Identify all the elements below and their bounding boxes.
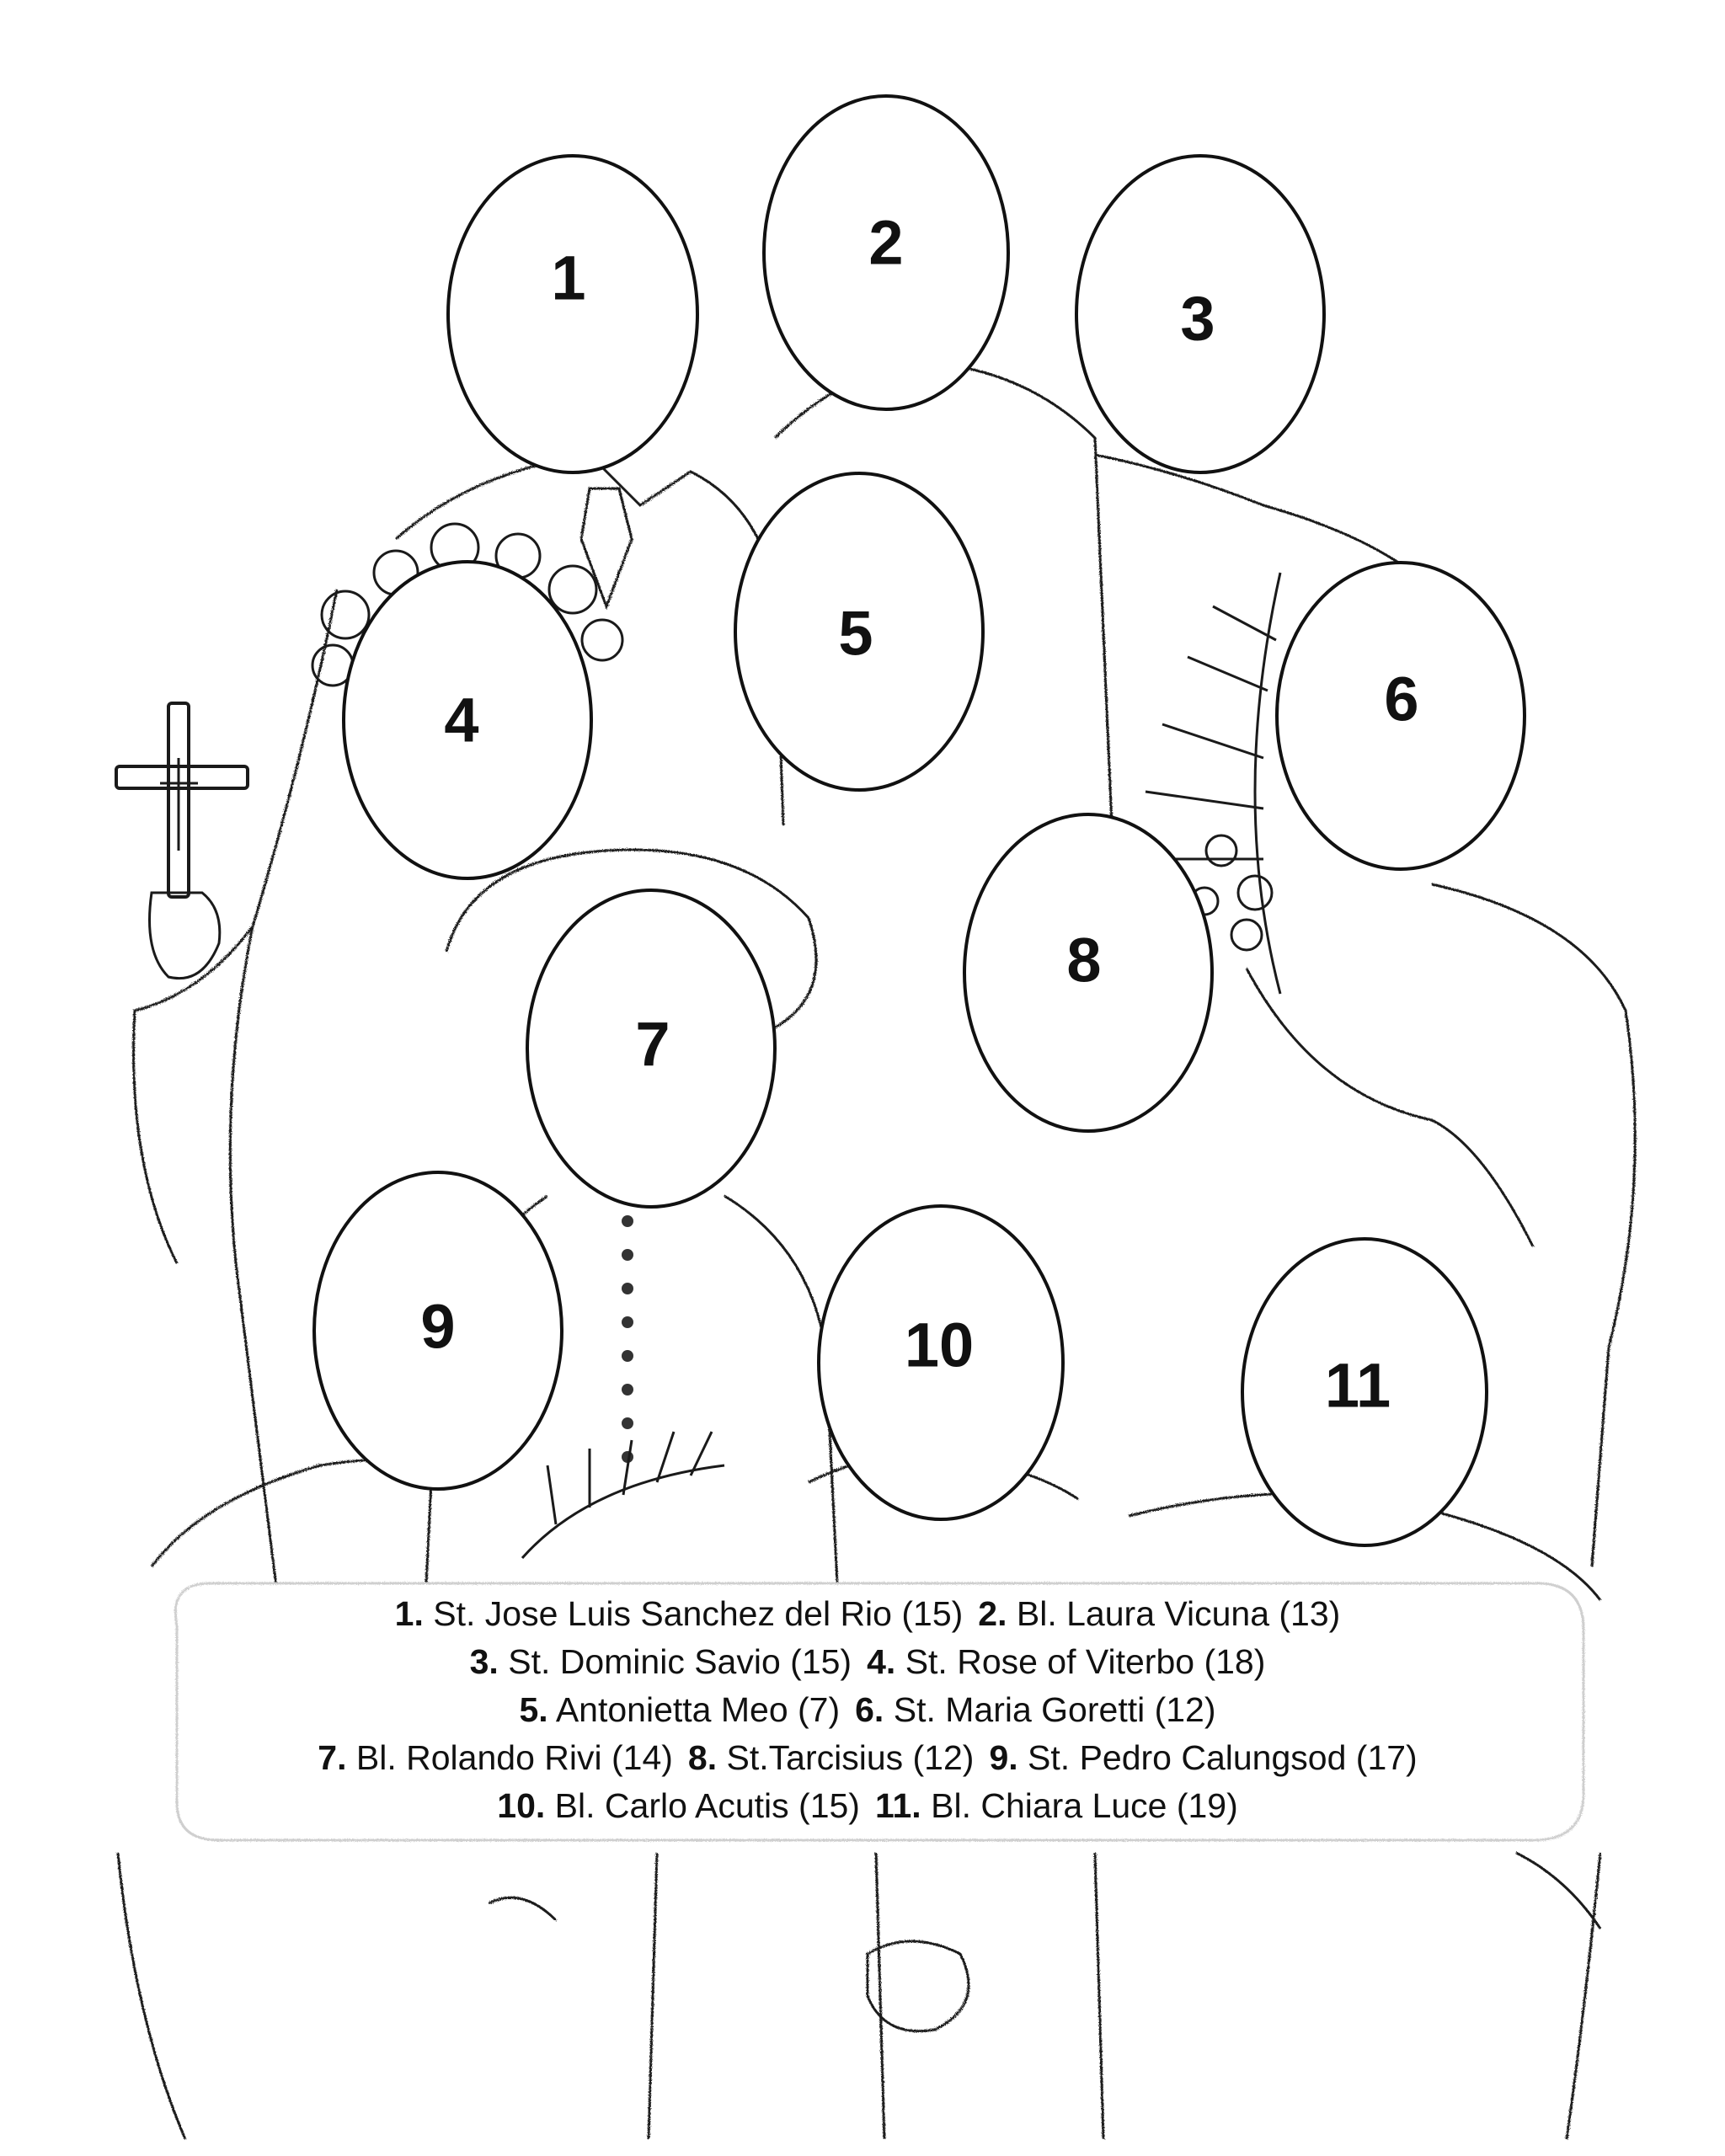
legend-entry — [978, 1594, 1340, 1633]
legend-entry — [395, 1594, 964, 1633]
face-number-9: 9 — [420, 1291, 456, 1362]
crucifix-icon — [116, 703, 248, 979]
legend-line — [387, 1590, 1348, 1638]
cassock-buttons — [622, 1215, 633, 1463]
face-number-10: 10 — [904, 1310, 975, 1380]
legend-entry-number: 3. — [469, 1641, 499, 1681]
saints-legend — [168, 1575, 1567, 1844]
legend-entry-number: 1. — [394, 1593, 424, 1633]
legend-line — [310, 1734, 1424, 1782]
legend-entry — [867, 1642, 1265, 1681]
face-number-8: 8 — [1066, 925, 1102, 995]
legend-entry — [497, 1786, 860, 1825]
legend-entry-name: St. Dominic Savio (15) — [508, 1641, 852, 1681]
legend-entry-number: 5. — [519, 1689, 548, 1729]
legend-entry-number: 8. — [687, 1737, 718, 1777]
face-number-4: 4 — [444, 685, 479, 755]
legend-entry-name: Bl. Chiara Luce (19) — [931, 1785, 1238, 1825]
legend-line — [489, 1782, 1245, 1830]
legend-entry-number: 11. — [874, 1785, 921, 1825]
legend-entry-name: St. Rose of Viterbo (18) — [905, 1641, 1266, 1681]
legend-entry-name: Antonietta Meo (7) — [555, 1689, 841, 1729]
legend-entry-name: Bl. Carlo Acutis (15) — [554, 1785, 860, 1825]
face-oval-1 — [448, 156, 697, 472]
face-number-3: 3 — [1180, 283, 1215, 354]
legend-entry-number: 7. — [318, 1737, 347, 1777]
legend-entry — [519, 1690, 840, 1729]
legend-entry-name: Bl. Laura Vicuna (13) — [1016, 1593, 1341, 1633]
legend-entry — [470, 1642, 852, 1681]
legend-entry-number: 2. — [978, 1593, 1007, 1633]
legend-entry — [688, 1738, 975, 1777]
face-number-6: 6 — [1384, 664, 1419, 734]
legend-entry-name: St. Pedro Calungsod (17) — [1028, 1737, 1418, 1777]
face-number-2: 2 — [868, 207, 904, 278]
face-number-11: 11 — [1324, 1350, 1391, 1421]
palm-frond-icon — [522, 1432, 724, 1558]
legend-line — [511, 1686, 1223, 1734]
legend-entry — [875, 1786, 1238, 1825]
face-number-7: 7 — [635, 1009, 670, 1080]
legend-entry-number: 9. — [989, 1737, 1018, 1777]
legend-entry-name: St. Maria Goretti (12) — [893, 1689, 1216, 1729]
legend-entry — [989, 1738, 1417, 1777]
face-number-5: 5 — [838, 598, 873, 669]
face-number-1: 1 — [551, 243, 586, 313]
legend-entry-number: 6. — [855, 1689, 884, 1729]
legend-entry — [318, 1738, 673, 1777]
legend-entry-name: St.Tarcisius (12) — [726, 1737, 975, 1777]
legend-entry — [855, 1690, 1215, 1729]
legend-line — [462, 1638, 1274, 1686]
legend-entry-number: 4. — [867, 1641, 896, 1681]
legend-entry-number: 10. — [497, 1785, 546, 1825]
legend-entry-name: St. Jose Luis Sanchez del Rio (15) — [433, 1593, 964, 1633]
legend-entry-name: Bl. Rolando Rivi (14) — [355, 1737, 673, 1777]
